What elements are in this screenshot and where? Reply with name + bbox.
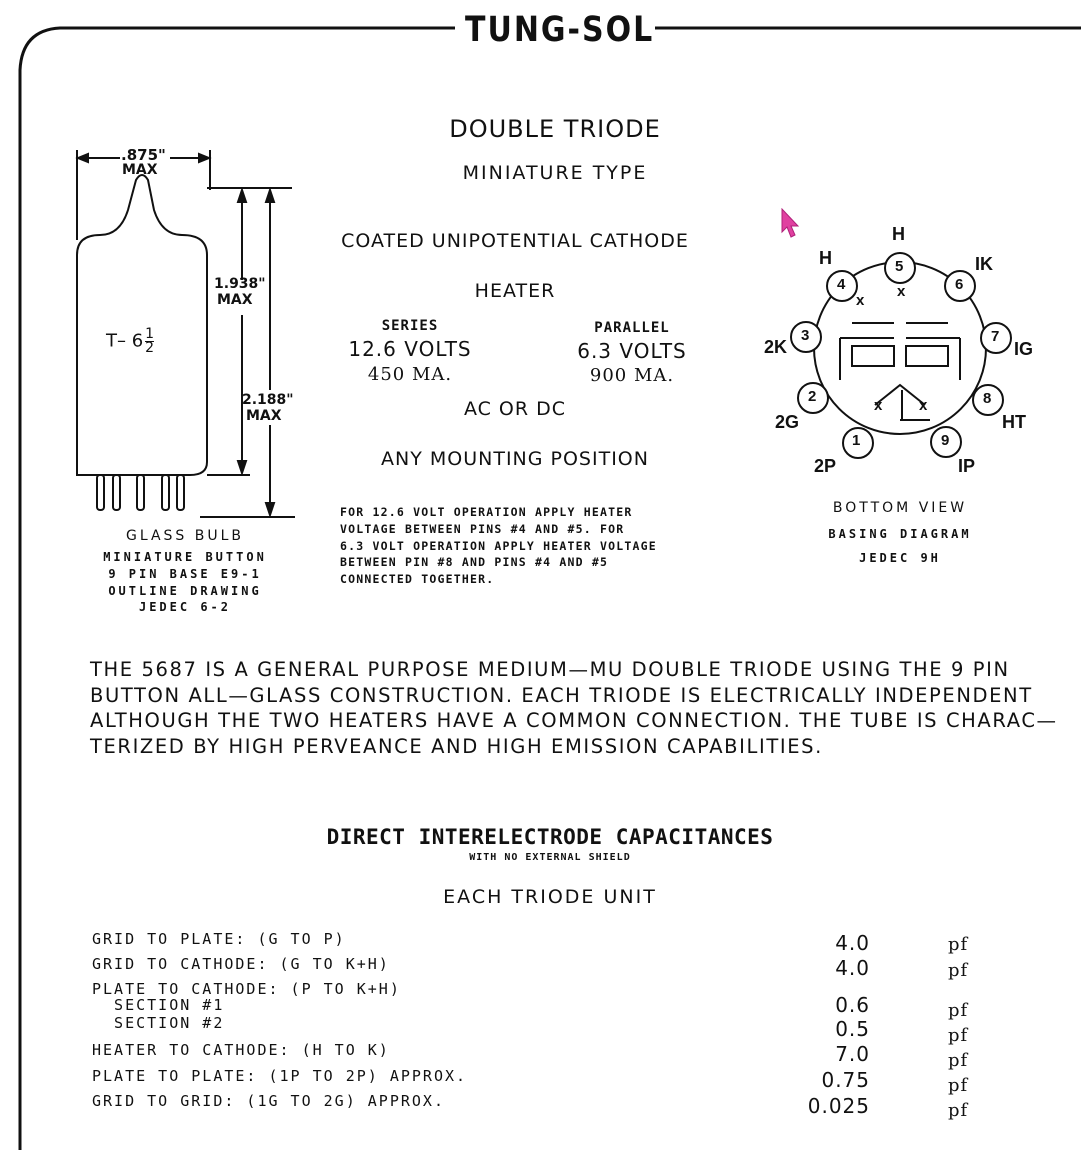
pin-label: HT: [1002, 412, 1026, 432]
pin-label: H: [892, 224, 905, 244]
tube-caption-line: OUTLINE DRAWING: [108, 584, 262, 598]
heater-note-line: 6.3 VOLT OPERATION APPLY HEATER VOLTAGE: [340, 538, 657, 553]
tube-description: [90, 657, 1058, 759]
pin-number: 3: [801, 327, 810, 344]
heater-label: HEATER: [474, 280, 556, 302]
heater-note-line: VOLTAGE BETWEEN PINS #4 AND #5. FOR: [340, 521, 625, 536]
capacitance-row-unit: pf: [948, 960, 969, 981]
description-line: ALTHOUGH THE TWO HEATERS HAVE A COMMON CONNECTION. THE TUBE IS CHARAC—: [90, 709, 1058, 732]
pin-number: 5: [895, 258, 904, 275]
heater-note-line: CONNECTED TOGETHER.: [340, 572, 495, 587]
capacitance-row-value: 4.0: [835, 956, 870, 980]
heater-note: [340, 504, 700, 588]
height-dimension-1: 1.938": [214, 276, 266, 292]
tube-outline-drawing: [60, 140, 310, 520]
pin-label: IG: [1014, 339, 1034, 359]
mounting-position: ANY MOUNTING POSITION: [381, 448, 649, 470]
pin-number: 7: [991, 328, 1000, 345]
height-2-max-label: MAX: [246, 408, 282, 424]
width-dimension: .875": [121, 146, 166, 164]
no-connect-mark: x: [897, 283, 906, 300]
capacitance-row-unit: pf: [948, 934, 969, 955]
description-line: THE 5687 IS A GENERAL PURPOSE MEDIUM—MU DOUBLE TRIODE USING THE 9 PIN: [90, 658, 1010, 681]
heater-note-line: FOR 12.6 VOLT OPERATION APPLY HEATER: [340, 505, 633, 519]
pin-label: IK: [975, 254, 993, 274]
tube-subtitle: MINIATURE TYPE: [462, 162, 648, 184]
capacitance-row-value: 7.0: [835, 1042, 870, 1066]
capacitance-row-label: SECTION #1: [92, 996, 225, 1014]
capacitance-row-label: PLATE TO PLATE: (1P TO 2P) APPROX.: [92, 1067, 468, 1085]
tube-caption-line: GLASS BULB: [125, 528, 245, 544]
capacitance-row-value: 0.5: [835, 1017, 870, 1041]
pin-label: IP: [958, 456, 976, 476]
brand-logo: TUNG-SOL: [465, 10, 655, 51]
capacitances-title: DIRECT INTERELECTRODE CAPACITANCES: [326, 825, 774, 849]
pin-number: 6: [955, 276, 964, 293]
series-volts: 12.6 VOLTS: [348, 337, 472, 361]
capacitance-row-value: 4.0: [835, 931, 870, 955]
pin-number: 2: [808, 388, 817, 405]
capacitance-row-unit: pf: [948, 1000, 969, 1021]
pin-number: 8: [983, 390, 992, 407]
capacitance-row-unit: pf: [948, 1025, 969, 1046]
description-line: BUTTON ALL—GLASS CONSTRUCTION. EACH TRIODE IS ELECTRICALLY INDEPENDENT: [90, 683, 1033, 707]
bulb-type: T– 6 $\frac{1}{2}$: [106, 326, 155, 356]
capacitance-row-value: 0.025: [807, 1094, 870, 1118]
cathode-type: COATED UNIPOTENTIAL CATHODE: [341, 230, 689, 252]
capacitance-row-label: GRID TO PLATE: (G TO P): [92, 930, 346, 948]
capacitance-row-value: 0.6: [835, 993, 870, 1017]
pin-label: 2G: [775, 412, 800, 432]
capacitances-unit-title: EACH TRIODE UNIT: [443, 886, 657, 908]
tube-title: DOUBLE TRIODE: [449, 115, 661, 143]
pin-number: 1: [852, 432, 861, 449]
basing-caption-line: JEDEC 9H: [859, 551, 941, 565]
capacitance-row-label: GRID TO GRID: (1G TO 2G) APPROX.: [92, 1092, 445, 1110]
capacitance-row-unit: pf: [948, 1075, 969, 1096]
width-max-label: MAX: [122, 162, 158, 178]
capacitance-row-label: SECTION #2: [92, 1014, 225, 1032]
basing-caption-line: BOTTOM VIEW: [832, 500, 968, 516]
tube-caption-line: 9 PIN BASE E9-1: [108, 567, 262, 581]
pin-number: 9: [941, 432, 950, 449]
tube-caption-line: MINIATURE BUTTON: [103, 550, 267, 564]
capacitance-row-value: 0.75: [821, 1068, 870, 1092]
basing-caption-line: BASING DIAGRAM: [828, 527, 972, 541]
capacitance-row-label: PLATE TO CATHODE: (P TO K+H): [92, 980, 401, 998]
parallel-current: 900 MA.: [589, 365, 675, 386]
description-line: TERIZED BY HIGH PERVEANCE AND HIGH EMISSION CAPABILITIES.: [90, 734, 823, 758]
no-connect-mark: x: [856, 292, 865, 309]
series-current: 450 MA.: [367, 364, 453, 385]
capacitance-row-label: GRID TO CATHODE: (G TO K+H): [92, 955, 390, 973]
tube-caption-line: JEDEC 6-2: [138, 600, 232, 614]
parallel-volts: 6.3 VOLTS: [577, 339, 687, 363]
parallel-label: PARALLEL: [594, 320, 670, 336]
mouse-cursor-icon: [781, 208, 801, 240]
supply-type: AC OR DC: [463, 398, 567, 420]
height-1-max-label: MAX: [217, 292, 253, 308]
capacitance-row-unit: pf: [948, 1050, 969, 1071]
heater-note-line: BETWEEN PIN #8 AND PINS #4 AND #5: [340, 555, 609, 570]
capacitances-subtitle: WITH NO EXTERNAL SHIELD: [469, 852, 631, 863]
pin-label: H: [819, 248, 832, 268]
no-connect-mark: x: [874, 397, 883, 414]
height-dimension-2: 2.188": [242, 392, 294, 408]
capacitance-row-unit: pf: [948, 1100, 969, 1121]
series-label: SERIES: [381, 318, 439, 334]
pin-label: 2P: [814, 456, 837, 476]
pin-number: 4: [837, 276, 846, 293]
basing-diagram: [770, 230, 1070, 490]
pin-label: 2K: [764, 337, 788, 357]
no-connect-mark: x: [919, 397, 928, 414]
capacitance-row-label: HEATER TO CATHODE: (H TO K): [92, 1041, 390, 1059]
